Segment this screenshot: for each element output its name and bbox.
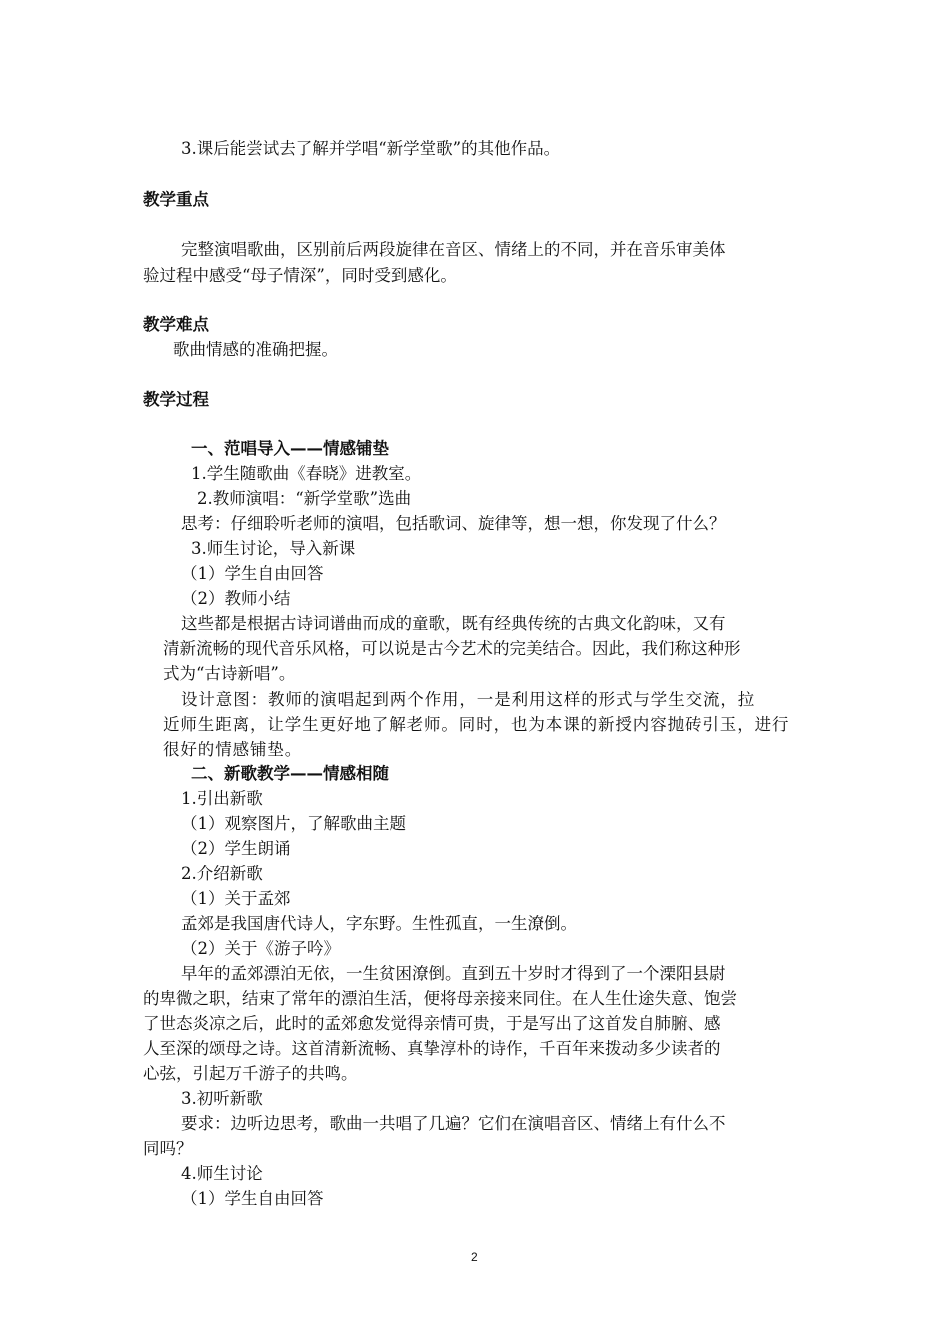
focus-line-1: 完整演唱歌曲，区别前后两段旋律在音区、情绪上的不同，并在音乐审美体 — [181, 240, 726, 259]
part1-sub-2: （2）教师小结 — [181, 589, 291, 608]
part2-step-2: 2.介绍新歌 — [181, 864, 263, 883]
process-heading: 教学过程 — [143, 390, 209, 409]
part1-title: 一、范唱导入——情感铺垫 — [191, 439, 389, 458]
part2-youziyin-line-1: 早年的孟郊漂泊无依，一生贫困潦倒。直到五十岁时才得到了一个溧阳县尉 — [181, 964, 726, 983]
part2-youziyin-line-3: 了世态炎凉之后，此时的孟郊愈发觉得亲情可贵，于是写出了这首发自肺腑、感 — [143, 1014, 721, 1033]
part2-step-1-sub-1: （1）观察图片，了解歌曲主题 — [181, 814, 406, 833]
part2-title: 二、新歌教学——情感相随 — [191, 764, 389, 783]
part2-requirement-line-1: 要求：边听边思考，歌曲一共唱了几遍？它们在演唱音区、情绪上有什么不 — [181, 1114, 726, 1133]
objective-item-3: 3.课后能尝试去了解并学唱“新学堂歌”的其他作品。 — [181, 139, 561, 158]
part1-sub-1: （1）学生自由回答 — [181, 564, 324, 583]
part1-summary-line-2: 清新流畅的现代音乐风格，可以说是古今艺术的完美结合。因此，我们称这种形 — [163, 639, 741, 658]
part2-requirement-line-2: 同吗？ — [143, 1139, 193, 1158]
part2-step-4-sub-1: （1）学生自由回答 — [181, 1189, 324, 1208]
part2-youziyin-line-4: 人至深的颂母之诗。这首清新流畅、真挚淳朴的诗作，千百年来拨动多少读者的 — [143, 1039, 721, 1058]
part1-summary-line-1: 这些都是根据古诗词谱曲而成的童歌，既有经典传统的古典文化韵味，又有 — [181, 614, 726, 633]
part2-step-2-sub-2: （2）关于《游子吟》 — [181, 939, 340, 958]
part1-design-line-2: 近师生距离，让学生更好地了解老师。同时，也为本课的新授内容抛砖引玉，进行 — [163, 715, 790, 734]
part2-step-4: 4.师生讨论 — [181, 1164, 263, 1183]
part1-think: 思考：仔细聆听老师的演唱，包括歌词、旋律等，想一想，你发现了什么？ — [181, 514, 726, 533]
part2-youziyin-line-2: 的卑微之职，结束了常年的漂泊生活，便将母亲接来同住。在人生仕途失意、饱尝 — [143, 989, 737, 1008]
difficulty-text: 歌曲情感的准确把握。 — [173, 340, 338, 359]
part2-mengjiao-text: 孟郊是我国唐代诗人，字东野。生性孤直，一生潦倒。 — [181, 914, 577, 933]
focus-line-2: 验过程中感受“母子情深”，同时受到感化。 — [143, 266, 457, 285]
part1-design-line-3: 很好的情感铺垫。 — [163, 740, 303, 759]
part2-step-1: 1.引出新歌 — [181, 789, 263, 808]
page-number: 2 — [471, 1250, 478, 1264]
part1-step-1: 1.学生随歌曲《春晓》进教室。 — [191, 464, 422, 483]
part2-step-2-sub-1: （1）关于孟郊 — [181, 889, 291, 908]
part2-youziyin-line-5: 心弦，引起万千游子的共鸣。 — [143, 1064, 358, 1083]
part1-summary-line-3: 式为“古诗新唱”。 — [163, 664, 296, 683]
difficulty-heading: 教学难点 — [143, 315, 209, 334]
part1-step-3: 3.师生讨论，导入新课 — [191, 539, 356, 558]
part2-step-1-sub-2: （2）学生朗诵 — [181, 839, 291, 858]
part2-step-3: 3.初听新歌 — [181, 1089, 263, 1108]
part1-design-line-1: 设计意图：教师的演唱起到两个作用，一是利用这样的形式与学生交流，拉 — [181, 690, 756, 709]
part1-step-2: 2.教师演唱：“新学堂歌”选曲 — [197, 489, 412, 508]
focus-heading: 教学重点 — [143, 190, 209, 209]
